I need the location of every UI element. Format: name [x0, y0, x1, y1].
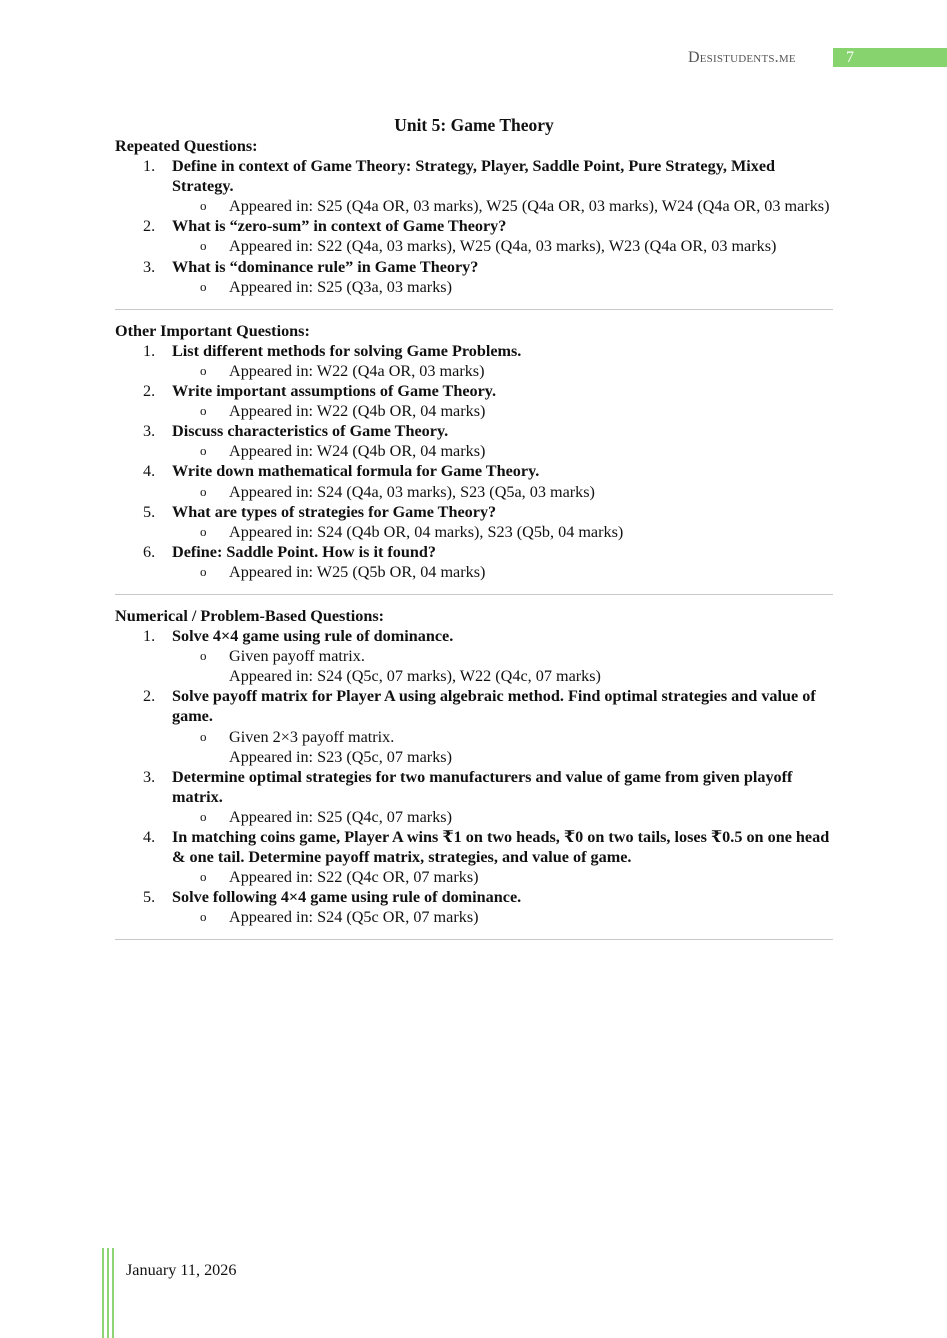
question-number: 2.: [143, 687, 156, 706]
hollow-bullet-icon: o: [200, 483, 207, 499]
question-number: 2.: [143, 382, 156, 401]
detail-item: [172, 236, 833, 256]
section-divider: [115, 594, 833, 595]
detail-text: Appeared in: S25 (Q4a OR, 03 marks), W25 (Q4a OR, 03 marks), W24 (Q4a OR, 03 marks): [229, 197, 830, 216]
question-number: 1.: [143, 627, 156, 646]
question-text: Discuss characteristics of Game Theory.: [172, 422, 449, 441]
hollow-bullet-icon: o: [200, 403, 207, 419]
question-item: [115, 827, 833, 887]
detail-item: [172, 277, 833, 297]
hollow-bullet-icon: o: [200, 362, 207, 378]
hollow-bullet-icon: o: [200, 443, 207, 459]
hollow-bullet-icon: o: [200, 909, 207, 925]
hollow-bullet-icon: o: [200, 648, 207, 664]
question-number: 5.: [143, 502, 156, 521]
section-heading: Numerical / Problem-Based Questions:: [115, 606, 385, 625]
hollow-bullet-icon: o: [200, 198, 207, 214]
detail-item: [172, 522, 833, 542]
footer-bar: [102, 1248, 104, 1338]
detail-text: Appeared in: S24 (Q4a, 03 marks), S23 (Q5a, 03 marks): [229, 482, 595, 501]
question-number: 6.: [143, 542, 156, 561]
detail-list: [172, 196, 833, 216]
detail-item: [172, 907, 833, 927]
detail-list: [172, 807, 833, 827]
question-item: [115, 341, 833, 381]
question-text: What is “dominance rule” in Game Theory?: [172, 257, 479, 276]
document-body: [115, 114, 833, 951]
detail-list: [172, 401, 833, 421]
detail-text: Appeared in: S24 (Q5c OR, 07 marks): [229, 908, 479, 927]
site-brand: Desistudents.me: [688, 49, 796, 66]
detail-text: Appeared in: W22 (Q4b OR, 04 marks): [229, 402, 486, 421]
hollow-bullet-icon: o: [200, 808, 207, 824]
detail-item: [172, 361, 833, 381]
question-item: [115, 887, 833, 927]
detail-item: [172, 727, 833, 767]
question-number: 2.: [143, 217, 156, 236]
question-item: [115, 542, 833, 582]
section-divider: [115, 309, 833, 310]
question-section: [115, 606, 833, 941]
detail-text: Appeared in: W24 (Q4b OR, 04 marks): [229, 442, 486, 461]
question-number: 4.: [143, 462, 156, 481]
detail-list: [172, 236, 833, 256]
question-item: [115, 461, 833, 501]
section-heading: Other Important Questions:: [115, 321, 310, 340]
detail-text: Appeared in: W25 (Q5b OR, 04 marks): [229, 562, 486, 581]
section-heading: Repeated Questions:: [115, 137, 258, 155]
detail-text: Given 2×3 payoff matrix.: [229, 727, 395, 746]
question-text: Solve 4×4 game using rule of dominance.: [172, 627, 454, 646]
detail-list: [172, 907, 833, 927]
detail-text: Appeared in: S25 (Q4c, 07 marks): [229, 807, 452, 826]
detail-item: [172, 196, 833, 216]
detail-text: Appeared in: S23 (Q5c, 07 marks): [229, 747, 452, 766]
section-divider: [115, 939, 833, 940]
hollow-bullet-icon: o: [200, 728, 207, 744]
question-item: [115, 381, 833, 421]
question-list: [115, 341, 833, 582]
detail-item: [172, 482, 833, 502]
question-text: Solve payoff matrix for Player A using algebraic method. Find optimal strategies and value of game.: [172, 687, 816, 726]
detail-list: [172, 867, 833, 887]
hollow-bullet-icon: o: [200, 238, 207, 254]
question-text: Solve following 4×4 game using rule of dominance.: [172, 888, 522, 907]
question-number: 3.: [143, 257, 156, 276]
detail-list: [172, 482, 833, 502]
detail-text: Appeared in: S24 (Q5c, 07 marks), W22 (Q4c, 07 marks): [229, 667, 601, 686]
detail-list: [172, 441, 833, 461]
footer-bar: [107, 1248, 109, 1338]
question-number: 5.: [143, 888, 156, 907]
question-number: 4.: [143, 828, 156, 846]
hollow-bullet-icon: o: [200, 563, 207, 579]
detail-text: Appeared in: S22 (Q4a, 03 marks), W25 (Q4a, 03 marks), W23 (Q4a OR, 03 marks): [229, 237, 777, 256]
detail-list: [172, 361, 833, 381]
question-item: [115, 626, 833, 686]
question-section: [115, 136, 833, 310]
sections: [115, 136, 833, 940]
question-text: List different methods for solving Game Problems.: [172, 341, 522, 360]
question-number: 3.: [143, 422, 156, 441]
question-text: Determine optimal strategies for two manufacturers and value of game from given playoff matrix.: [172, 767, 793, 806]
detail-text: Appeared in: S25 (Q3a, 03 marks): [229, 277, 452, 296]
detail-item: [172, 807, 833, 827]
detail-text: Appeared in: S22 (Q4c OR, 07 marks): [229, 868, 479, 887]
detail-item: [172, 441, 833, 461]
question-item: [115, 216, 833, 256]
detail-item: [172, 646, 833, 686]
question-item: [115, 421, 833, 461]
question-item: [115, 257, 833, 297]
detail-list: [172, 277, 833, 297]
question-text: In matching coins game, Player A wins ₹1 on two heads, ₹0 on two tails, loses ₹0.5 on one head & one tail. Determine payoff matrix, strategies, and value of game.: [172, 828, 830, 867]
question-number: 1.: [143, 157, 156, 176]
question-text: Define in context of Game Theory: Strategy, Player, Saddle Point, Pure Strategy, Mixed Strategy.: [172, 157, 776, 196]
question-item: [115, 686, 833, 766]
footer-date: January 11, 2026: [126, 1261, 237, 1279]
detail-item: [172, 401, 833, 421]
detail-item: [172, 867, 833, 887]
question-item: [115, 502, 833, 542]
question-text: What is “zero-sum” in context of Game Theory?: [172, 217, 507, 236]
detail-text: Given payoff matrix.: [229, 647, 365, 666]
detail-text: Appeared in: W22 (Q4a OR, 03 marks): [229, 361, 485, 380]
detail-list: [172, 727, 833, 767]
page-title: Unit 5: Game Theory: [394, 115, 554, 135]
hollow-bullet-icon: o: [200, 523, 207, 539]
detail-list: [172, 646, 833, 686]
hollow-bullet-icon: o: [200, 278, 207, 294]
question-text: Write important assumptions of Game Theory.: [172, 382, 497, 401]
question-section: [115, 321, 833, 595]
question-text: Define: Saddle Point. How is it found?: [172, 542, 436, 561]
detail-list: [172, 522, 833, 542]
footer-decoration: [102, 1248, 114, 1338]
page-number: 7: [846, 49, 854, 66]
question-number: 3.: [143, 767, 156, 786]
question-list: [115, 156, 833, 297]
detail-text: Appeared in: S24 (Q4b OR, 04 marks), S23 (Q5b, 04 marks): [229, 522, 624, 541]
question-text: What are types of strategies for Game Theory?: [172, 502, 497, 521]
detail-list: [172, 562, 833, 582]
detail-item: [172, 562, 833, 582]
hollow-bullet-icon: o: [200, 869, 207, 885]
footer-bar: [112, 1248, 114, 1338]
question-number: 1.: [143, 341, 156, 360]
question-text: Write down mathematical formula for Game Theory.: [172, 462, 540, 481]
question-item: [115, 156, 833, 216]
question-item: [115, 767, 833, 827]
question-list: [115, 626, 833, 927]
